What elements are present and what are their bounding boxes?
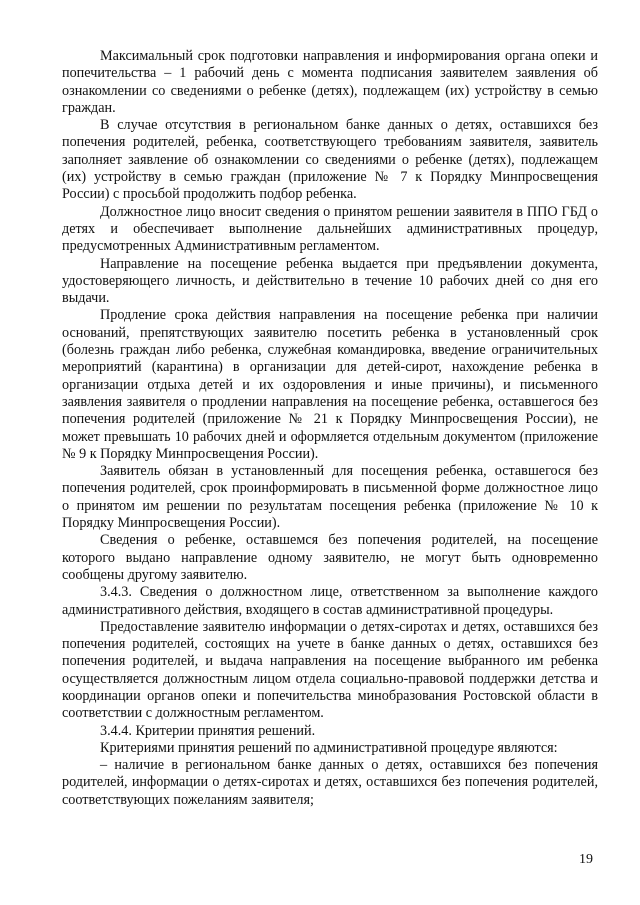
paragraph-responsible-official: Предоставление заявителю информации о детях-сиротах и детях, оставшихся без попечения родителей, состоящих на учете в банке данных о детях, оставшихся без попечения родителей, и выдача направления на посещение выбранного им ребенка осуществляется должностным лицом отдела социально-правовой поддержки детства и координации органов опеки и попечительства минобразования Ростовской области в соответствии с должностным регламентом. [62,618,598,722]
paragraph-referral-extension: Продление срока действия направления на посещение ребенка при наличии оснований, препятствующих заявителю посетить ребенка в установленный срок (болезнь граждан либо ребенка, служебная командировка, введение ограничительных мероприятий (карантина) в организации для детей-сирот, нахождение ребенка в организации отдыха детей и их оздоровления и иные причины), и письменного заявления заявителя о продлении направления на посещение ребенка, оставшегося без попечения родителей (приложение № 21 к Порядку Минпросвещения России), не может превышать 10 рабочих дней и оформляется отдельным документом (приложение № 9 к Порядку Минпросвещения России). [62,307,598,462]
paragraph-information-exclusivity: Сведения о ребенке, оставшемся без попечения родителей, на посещение которого выдано направление одному заявителю, не могут быть одновременно сообщены другому заявителю. [62,532,598,583]
paragraph-criteria-intro: Критериями принятия решений по административной процедуре являются: [100,739,558,756]
paragraph-official-records-decision: Должностное лицо вносит сведения о принятом решении заявителя в ППО ГБД о детях и обеспечивает выполнение дальнейших административных процедур, предусмотренных Административным регламентом. [62,203,598,255]
paragraph-criteria-item: – наличие в региональном банке данных о детях, оставшихся без попечения родителей, информации о детях-сиротах и детях, оставшихся без попечения родителей, соответствующих пожеланиям заявителя; [62,757,598,808]
page-number: 19 [579,852,593,867]
paragraph-applicant-obligation: Заявитель обязан в установленный для посещения ребенка, оставшегося без попечения родителей, срок проинформировать в письменной форме должностное лицо о принятом им решении по результатам посещения ребенка (приложение № 10 к Порядку Минпросвещения России). [62,463,598,532]
section-heading-3-4-4: 3.4.4. Критерии принятия решений. [100,722,316,739]
paragraph-no-matching-child: В случае отсутствия в региональном банке данных о детях, оставшихся без попечения родителей, ребенка, соответствующего требованиям заявителя, заявитель заполняет заявление об ознакомлении со сведениями о ребенке (детях), подлежащем (их) устройству в семью граждан (приложение № 7 к Порядку Минпросвещения России) с просьбой продолжить подбор ребенка. [62,117,598,203]
section-heading-3-4-3: 3.4.3. Сведения о должностном лице, ответственном за выполнение каждого административного действия, входящего в состав административной процедуры. [62,584,598,618]
paragraph-referral-validity: Направление на посещение ребенка выдается при предъявлении документа, удостоверяющего личность, и действительно в течение 10 рабочих дней со дня его выдачи. [62,255,598,307]
paragraph-deadline: Максимальный срок подготовки направления и информирования органа опеки и попечительства – 1 рабочий день с момента подписания заявителем заявления об ознакомлении со сведениями о ребенке (детях), подлежащем (их) устройству в семью граждан. [62,48,598,116]
